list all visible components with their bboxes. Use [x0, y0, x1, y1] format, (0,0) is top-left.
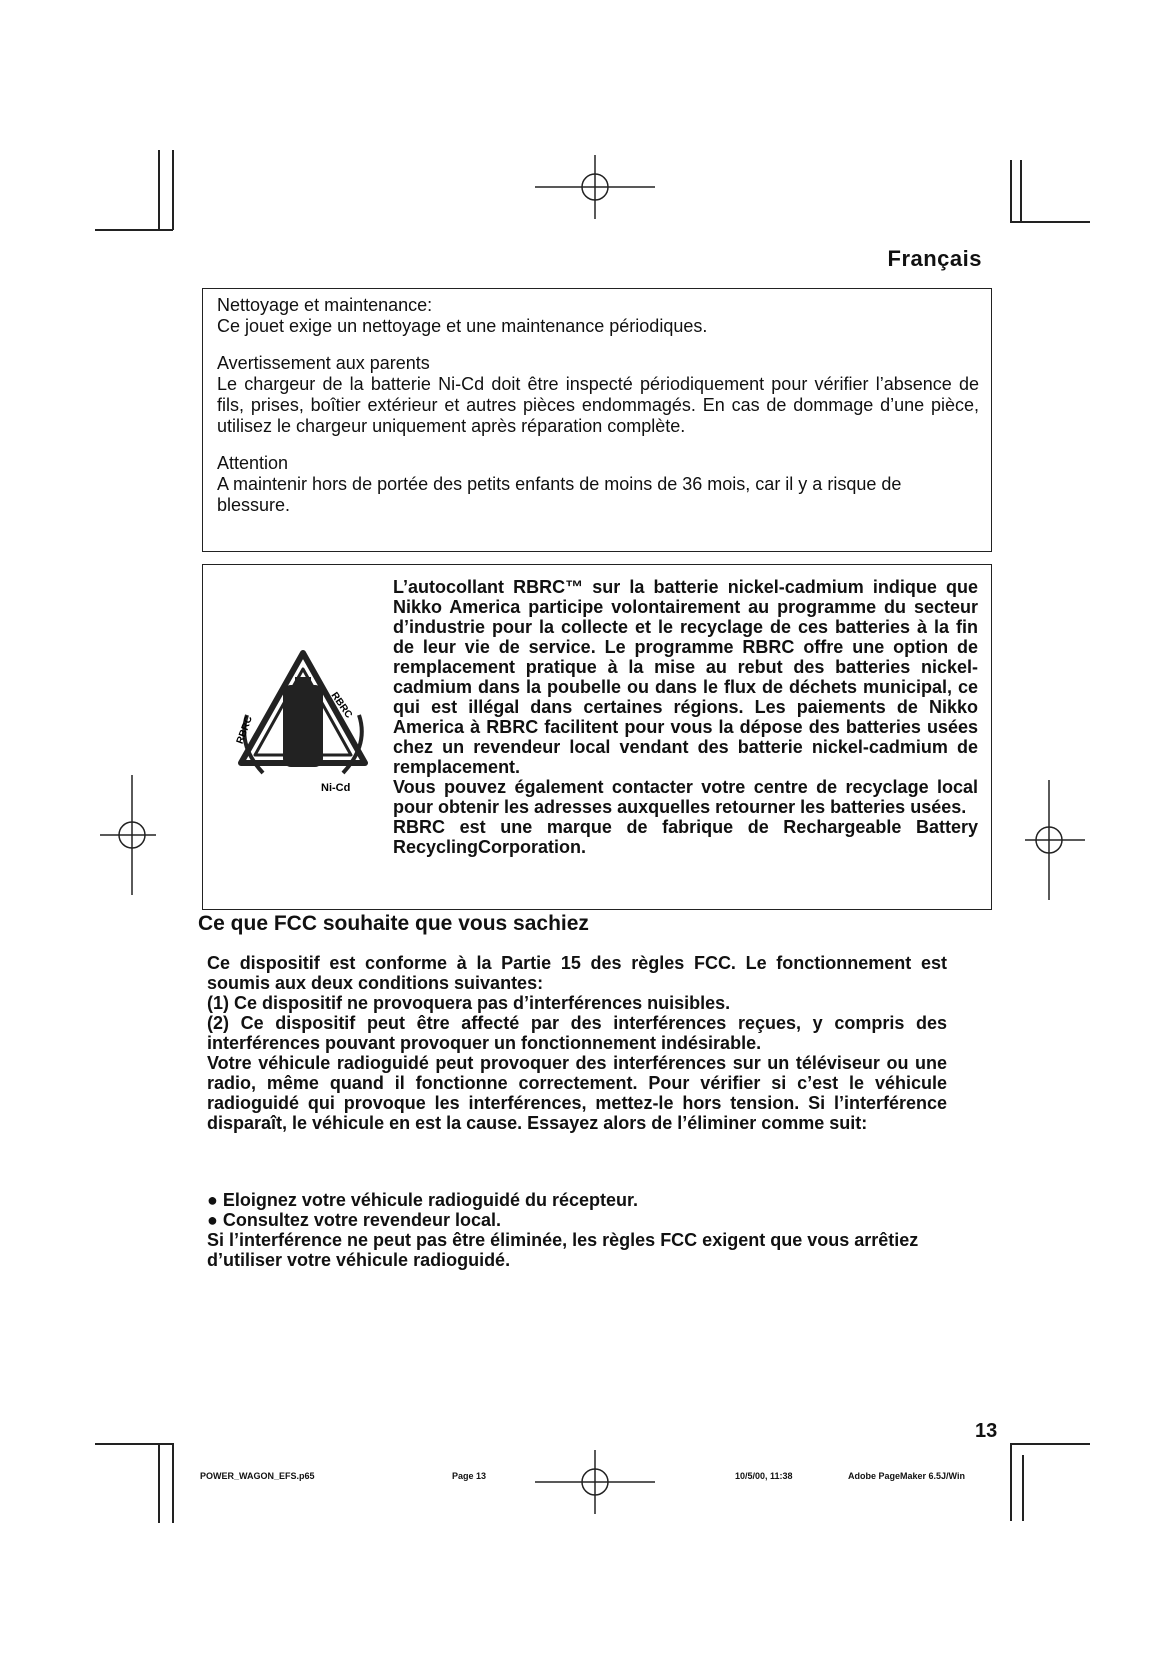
- cleaning-title: Nettoyage et maintenance:: [217, 295, 433, 315]
- fcc-intro: Ce dispositif est conforme à la Partie 15 des règles FCC. Le fonctionnement est soumis aux deux conditions suivantes:: [207, 953, 947, 993]
- logo-label-bottom: Ni-Cd: [321, 782, 351, 794]
- footer-file: POWER_WAGON_EFS.p65: [200, 1471, 315, 1481]
- fcc-body: [207, 953, 947, 1133]
- fcc-title: Ce que FCC souhaite que vous sachiez: [198, 912, 589, 935]
- rbrc-paragraph-2: Vous pouvez également contacter votre centre de recyclage local pour obtenir les adresses auxquelles retourner les batteries usées.: [393, 777, 978, 817]
- registration-mark-right-icon: [1025, 780, 1085, 900]
- rbrc-paragraph-3: RBRC est une marque de fabrique de Rechargeable Battery RecyclingCorporation.: [393, 817, 978, 857]
- bullet-icon: ●: [207, 1210, 218, 1230]
- fcc-bullet-2: ● Consultez votre revendeur local.: [207, 1210, 501, 1230]
- footer-date: 10/5/00, 11:38: [735, 1471, 793, 1481]
- rbrc-recycling-logo-icon: [233, 645, 373, 795]
- footer-software: Adobe PageMaker 6.5J/Win: [848, 1471, 965, 1481]
- registration-mark-left-icon: [100, 775, 156, 895]
- bullet-icon: ●: [207, 1190, 218, 1210]
- cleaning-text: Ce jouet exige un nettoyage et une maintenance périodiques.: [217, 316, 708, 336]
- fcc-bullet-1: ● Eloignez votre véhicule radioguidé du récepteur.: [207, 1190, 638, 1210]
- fcc-condition-2: (2) Ce dispositif peut être affecté par des interférences reçues, y compris des interférences pouvant provoquer un fonctionnement indésirable.: [207, 1013, 947, 1053]
- footer-page: Page 13: [452, 1471, 487, 1481]
- parents-text: Le chargeur de la batterie Ni-Cd doit être inspecté périodiquement pour vérifier l’absence de fils, prises, boîtier extérieur et autres pièces endommagés. En cas de dommage d’une pièce, utilisez le chargeur uniquement après réparation complète.: [217, 374, 979, 436]
- rbrc-paragraph-1: L’autocollant RBRC™ sur la batterie nickel-cadmium indique que Nikko America participe volontairement au programme du secteur d’industrie pour la collecte et le recyclage de ces batteries à la fin de leur vie de service. Le programme RBRC offre une option de remplacement pratique à la mise au rebut des batteries nickel-cadmium dans la poubelle ou dans le flux de déchets municipal, ce qui est illégal dans certaines régions. Les paiements de Nikko America à RBRC facilitent pour vous la dépose des batteries usées chez un revendeur local vendant des batterie nickel-cadmium de remplacement.: [393, 577, 978, 777]
- page-number: 13: [975, 1420, 998, 1442]
- parents-title: Avertissement aux parents: [217, 353, 430, 373]
- attention-title: Attention: [217, 453, 289, 473]
- rbrc-box: [202, 564, 992, 910]
- registration-mark-top-icon: [535, 155, 655, 219]
- language-label: Français: [887, 246, 982, 271]
- notice-box: [202, 288, 992, 552]
- attention-text: A maintenir hors de portée des petits enfants de moins de 36 mois, car il y a risque de blessure.: [217, 474, 902, 515]
- fcc-body-text: Votre véhicule radioguidé peut provoquer des interférences sur un téléviseur ou une radio, même quand il fonctionne correctement. Pour vérifier si c’est le véhicule radioguidé qui provoque les interférences, mettez-le hors tension. Si l’interférence disparaît, le véhicule en est la cause. Essayez alors de l’éliminer comme suit:: [207, 1053, 947, 1133]
- registration-mark-bottom-icon: [535, 1450, 655, 1514]
- fcc-condition-1: (1) Ce dispositif ne provoquera pas d’interférences nuisibles.: [207, 993, 731, 1013]
- logo-label-top: RBRC: [328, 690, 355, 721]
- rbrc-text: [393, 577, 978, 857]
- logo-label-left: RBRC: [234, 714, 255, 746]
- fcc-bullets: [207, 1190, 997, 1270]
- fcc-closing: Si l’interférence ne peut pas être éliminée, les règles FCC exigent que vous arrêtiez d’utiliser votre véhicule radioguidé.: [207, 1230, 919, 1270]
